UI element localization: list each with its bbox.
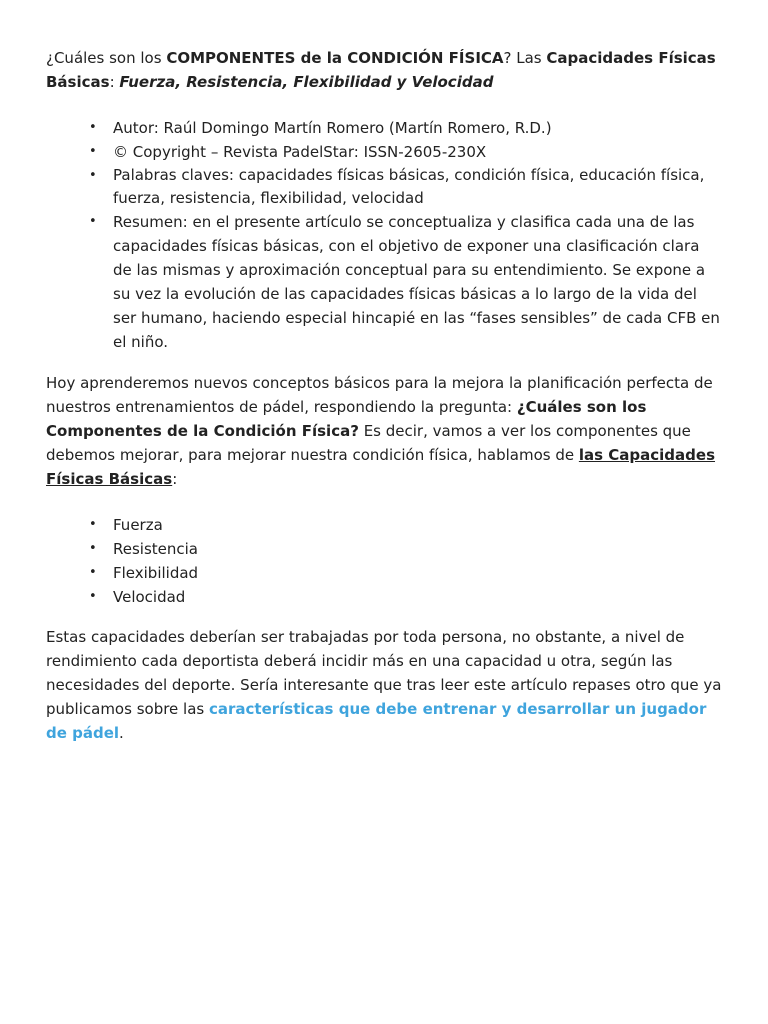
intro-question: ¿Cuáles son los Componentes de la Condición Física? bbox=[46, 398, 647, 440]
closing-text-2: . bbox=[119, 724, 124, 742]
intro-paragraph bbox=[46, 371, 722, 491]
intro-text-1: Hoy aprenderemos nuevos conceptos básicos para la mejora la planificación perfecta de nuestros entrenamientos de pádel, respondiendo la pregunta: bbox=[46, 374, 713, 416]
capacidades-fisicas-basicas-link[interactable]: las Capacidades Físicas Básicas bbox=[46, 446, 716, 488]
title-part-2: COMPONENTES de la CONDICIÓN FÍSICA bbox=[166, 49, 504, 67]
meta-keywords: • Palabras claves: capacidades físicas básicas, condición física, educación física, fuerza, resistencia, flexibilidad, velocidad bbox=[113, 164, 722, 210]
article-meta-list bbox=[46, 116, 722, 354]
capacity-item-fuerza: • Fuerza bbox=[113, 513, 722, 537]
title-part-6: Fuerza, Resistencia, Flexibilidad y Velocidad bbox=[119, 73, 494, 91]
title-part-3: ? Las bbox=[503, 49, 547, 67]
meta-author: • Autor: Raúl Domingo Martín Romero (Martín Romero, R.D.) bbox=[113, 116, 722, 140]
caracteristicas-jugador-link[interactable]: características que debe entrenar y desarrollar un jugador de pádel bbox=[46, 700, 707, 742]
title-part-5: : bbox=[109, 73, 120, 91]
capacity-item-velocidad: • Velocidad bbox=[113, 585, 722, 609]
capacity-item-flexibilidad: • Flexibilidad bbox=[113, 561, 722, 585]
intro-text-2: Es decir, vamos a ver los componentes que debemos mejorar, para mejorar nuestra condición física, hablamos de bbox=[46, 422, 691, 464]
meta-summary: • Resumen: en el presente artículo se conceptualiza y clasifica cada una de las capacidades físicas básicas, con el objetivo de exponer una clasificación clara de las mismas y aproximación conceptual para su entendimiento. Se expone a su vez la evolución de las capacidades físicas básicas a lo largo de la vida del ser humano, haciendo especial hincapié en las “fases sensibles” de cada CFB en el niño. bbox=[113, 210, 722, 354]
meta-copyright: • © Copyright – Revista PadelStar: ISSN-2605-230X bbox=[113, 140, 722, 164]
intro-text-3: : bbox=[172, 470, 178, 488]
title-part-4: Capacidades Físicas Básicas bbox=[46, 49, 716, 91]
article-title bbox=[46, 46, 722, 94]
capacities-list bbox=[46, 513, 722, 609]
capacity-item-resistencia: • Resistencia bbox=[113, 537, 722, 561]
closing-text-1: Estas capacidades deberían ser trabajadas por toda persona, no obstante, a nivel de rendimiento cada deportista deberá incidir más en una capacidad u otra, según las necesidades del deporte. Sería interesante que tras leer este artículo repases otro que ya publicamos sobre las bbox=[46, 628, 722, 718]
closing-paragraph bbox=[46, 625, 722, 745]
title-part-1: ¿Cuáles son los bbox=[46, 49, 167, 67]
